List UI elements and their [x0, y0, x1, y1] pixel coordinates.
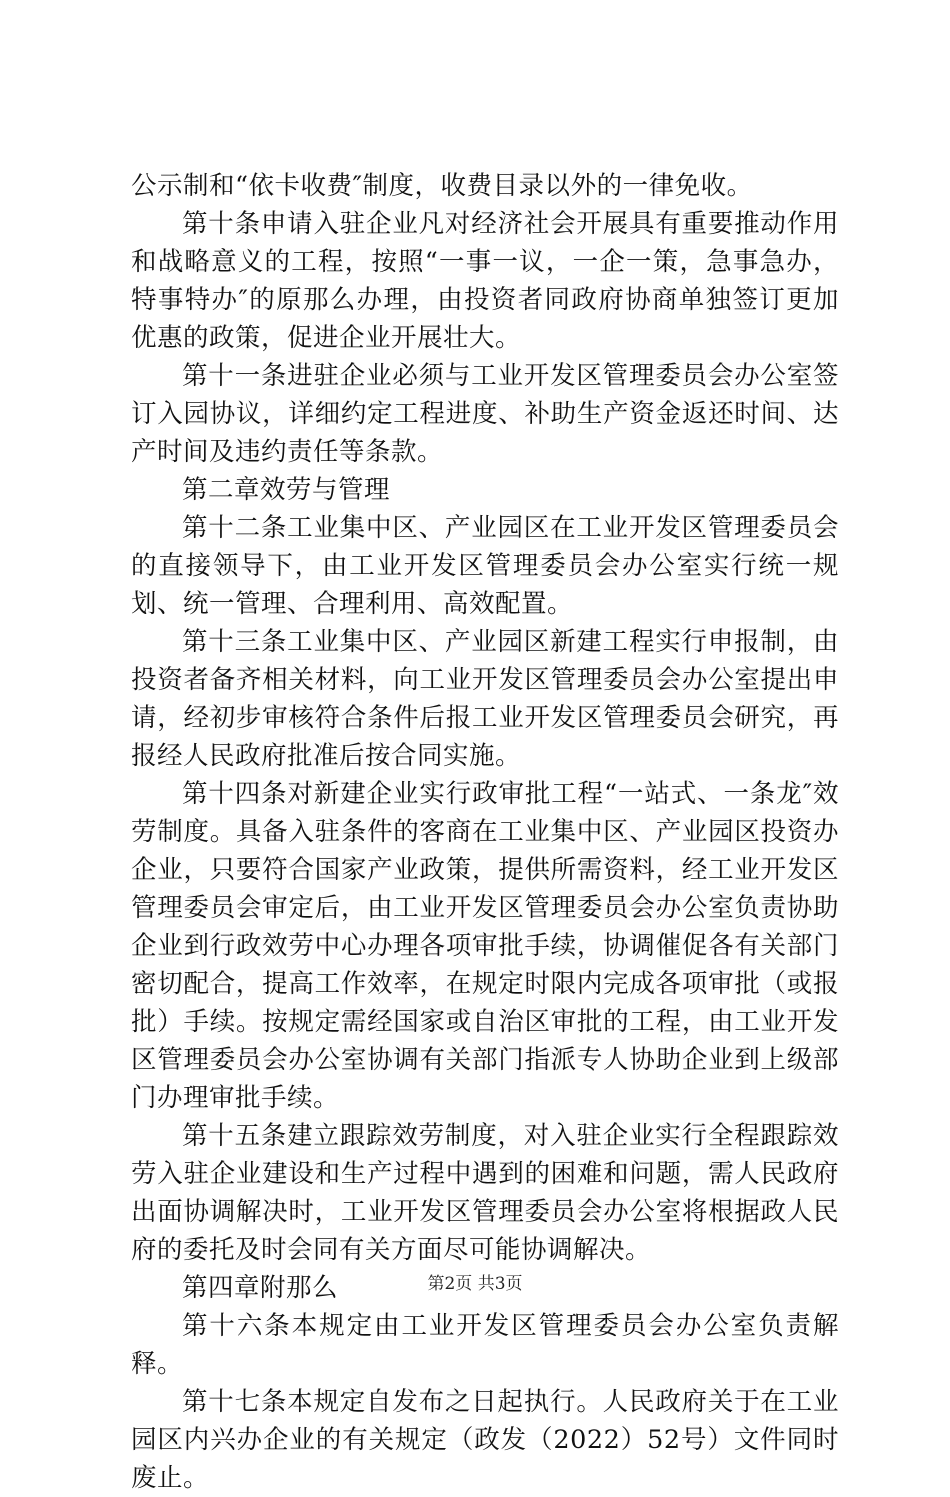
- page-number-footer: 第2页 共3页: [427, 1274, 523, 1294]
- paragraph-article-16: 第十六条本规定由工业开发区管理委员会办公室负责解释。: [131, 1311, 839, 1379]
- paragraph-article-15: 第十五条建立跟踪效劳制度，对入驻企业实行全程跟踪效劳入驻企业建设和生产过程中遇到的困难和问题，需人民政府出面协调解决时，工业开发区管理委员会办公室将根据政人民府的委托及时会同有关方面尽可能协调解决。: [131, 1121, 839, 1265]
- paragraph-article-17: 第十七条本规定自发布之日起执行。人民政府关于在工业园区内兴办企业的有关规定（政发（2022）52号）文件同时废止。: [131, 1387, 839, 1493]
- paragraph-article-12: 第十二条工业集中区、产业园区在工业开发区管理委员会的直接领导下，由工业开发区管理委员会办公室实行统一规划、统一管理、合理利用、高效配置。: [131, 513, 839, 619]
- paragraph-article-11: 第十一条进驻企业必须与工业开发区管理委员会办公室签订入园协议，详细约定工程进度、补助生产资金返还时间、达产时间及违约责任等条款。: [131, 361, 839, 467]
- paragraph-article-13: 第十三条工业集中区、产业园区新建工程实行申报制，由投资者备齐相关材料，向工业开发区管理委员会办公室提出申请，经初步审核符合条件后报工业开发区管理委员会研究，再报经人民政府批准后按合同实施。: [131, 627, 839, 771]
- chapter-heading-2: 第二章效劳与管理: [182, 475, 391, 505]
- paragraph-article-14: 第十四条对新建企业实行政审批工程“一站式、一条龙″效劳制度。具备入驻条件的客商在工业集中区、产业园区投资办企业，只要符合国家产业政策，提供所需资料，经工业开发区管理委员会审定后，由工业开发区管理委员会办公室负责协助企业到行政效劳中心办理各项审批手续，协调催促各有关部门密切配合，提高工作效率，在规定时限内完成各项审批（或报批）手续。按规定需经国家或自治区审批的工程，由工业开发区管理委员会办公室协调有关部门指派专人协助企业到上级部门办理审批手续。: [131, 779, 839, 1113]
- chapter-heading-4: 第四章附那么: [182, 1273, 339, 1303]
- paragraph-article-10: 第十条申请入驻企业凡对经济社会开展具有重要推动作用和战略意义的工程，按照“一事一议，一企一策，急事急办，特事特办″的原那么办理，由投资者同政府协商单独签订更加优惠的政策，促进企业开展壮大。: [131, 209, 839, 353]
- paragraph-continuation: 公示制和“依卡收费″制度，收费目录以外的一律免收。: [131, 171, 753, 201]
- document-body: [131, 167, 839, 1497]
